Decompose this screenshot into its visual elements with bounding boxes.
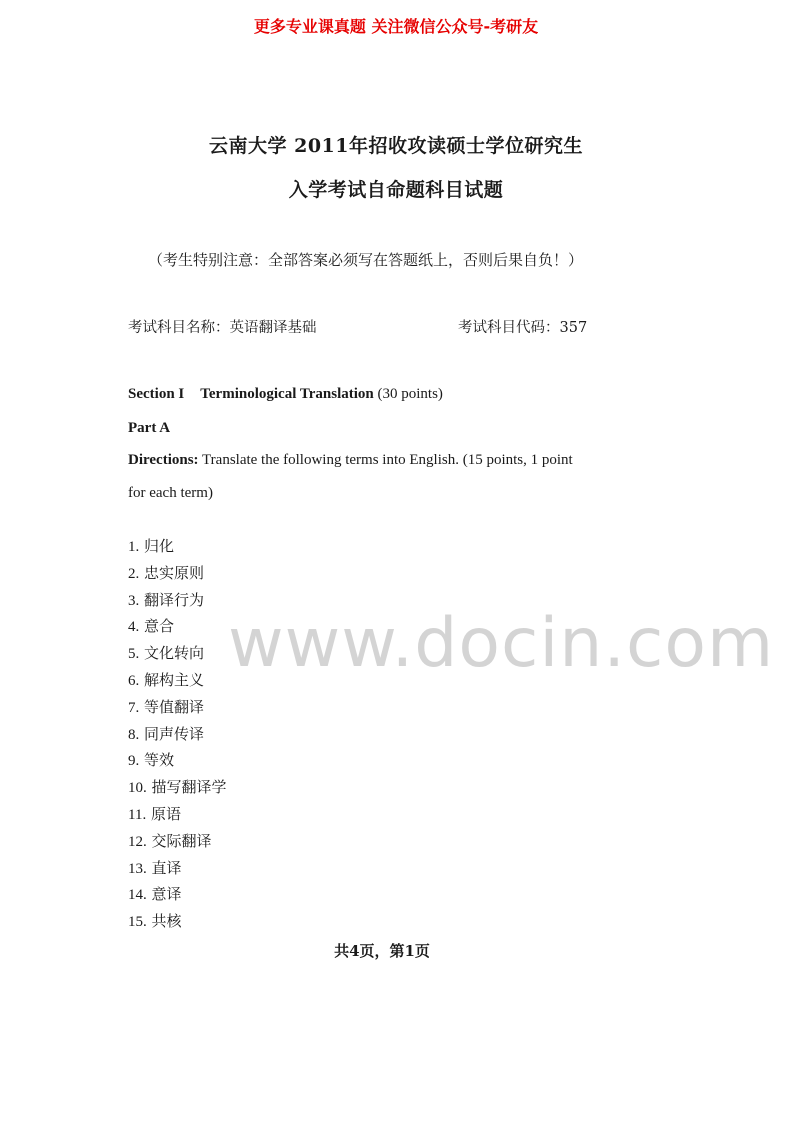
section-title: Terminological Translation — [200, 386, 374, 402]
list-item: 5. 文化转向 — [128, 644, 205, 663]
list-item: 4. 意合 — [128, 617, 175, 636]
subject-name: 考试科目名称：英语翻译基础 — [128, 320, 317, 336]
exam-title-line1: 云南大学 2011年招收攻读硕士学位研究生 — [209, 135, 583, 157]
list-item: 3. 翻译行为 — [128, 590, 205, 609]
list-item: 6. 解构主义 — [128, 670, 205, 689]
term-list — [128, 536, 227, 938]
list-item: 14. 意译 — [128, 885, 182, 904]
promo-banner: 更多专业课真题 关注微信公众号-考研友 — [253, 17, 539, 36]
section-heading — [128, 386, 443, 403]
exam-notice: （考生特别注意：全部答案必须写在答题纸上，否则后果自负！） — [148, 251, 584, 269]
list-item: 1. 归化 — [128, 537, 175, 555]
list-item: 8. 同声传译 — [128, 724, 205, 743]
list-item: 9. 等效 — [128, 751, 175, 770]
page-footer: 共4页，第1页 — [334, 942, 430, 960]
directions-text-line2: for each term) — [128, 485, 213, 501]
docin-watermark: www.docin.com — [228, 604, 775, 683]
list-item: 2. 忠实原则 — [128, 563, 205, 582]
part-heading: Part A — [128, 420, 171, 436]
directions-label: Directions: — [128, 452, 199, 468]
list-item: 12. 交际翻译 — [128, 831, 212, 850]
exam-title-line2: 入学考试自命题科目试题 — [288, 179, 504, 201]
directions-text-line1: Translate the following terms into English. (15 points, 1 point — [202, 452, 573, 468]
list-item: 7. 等值翻译 — [128, 697, 205, 716]
list-item: 10. 描写翻译学 — [128, 778, 227, 797]
list-item: 15. 共核 — [128, 912, 182, 931]
list-item: 13. 直译 — [128, 858, 182, 877]
directions — [128, 452, 573, 469]
subject-code: 考试科目代码：357 — [458, 320, 588, 336]
list-item: 11. 原语 — [128, 804, 181, 823]
section-label: Section I — [128, 386, 185, 402]
section-points: (30 points) — [377, 386, 443, 402]
